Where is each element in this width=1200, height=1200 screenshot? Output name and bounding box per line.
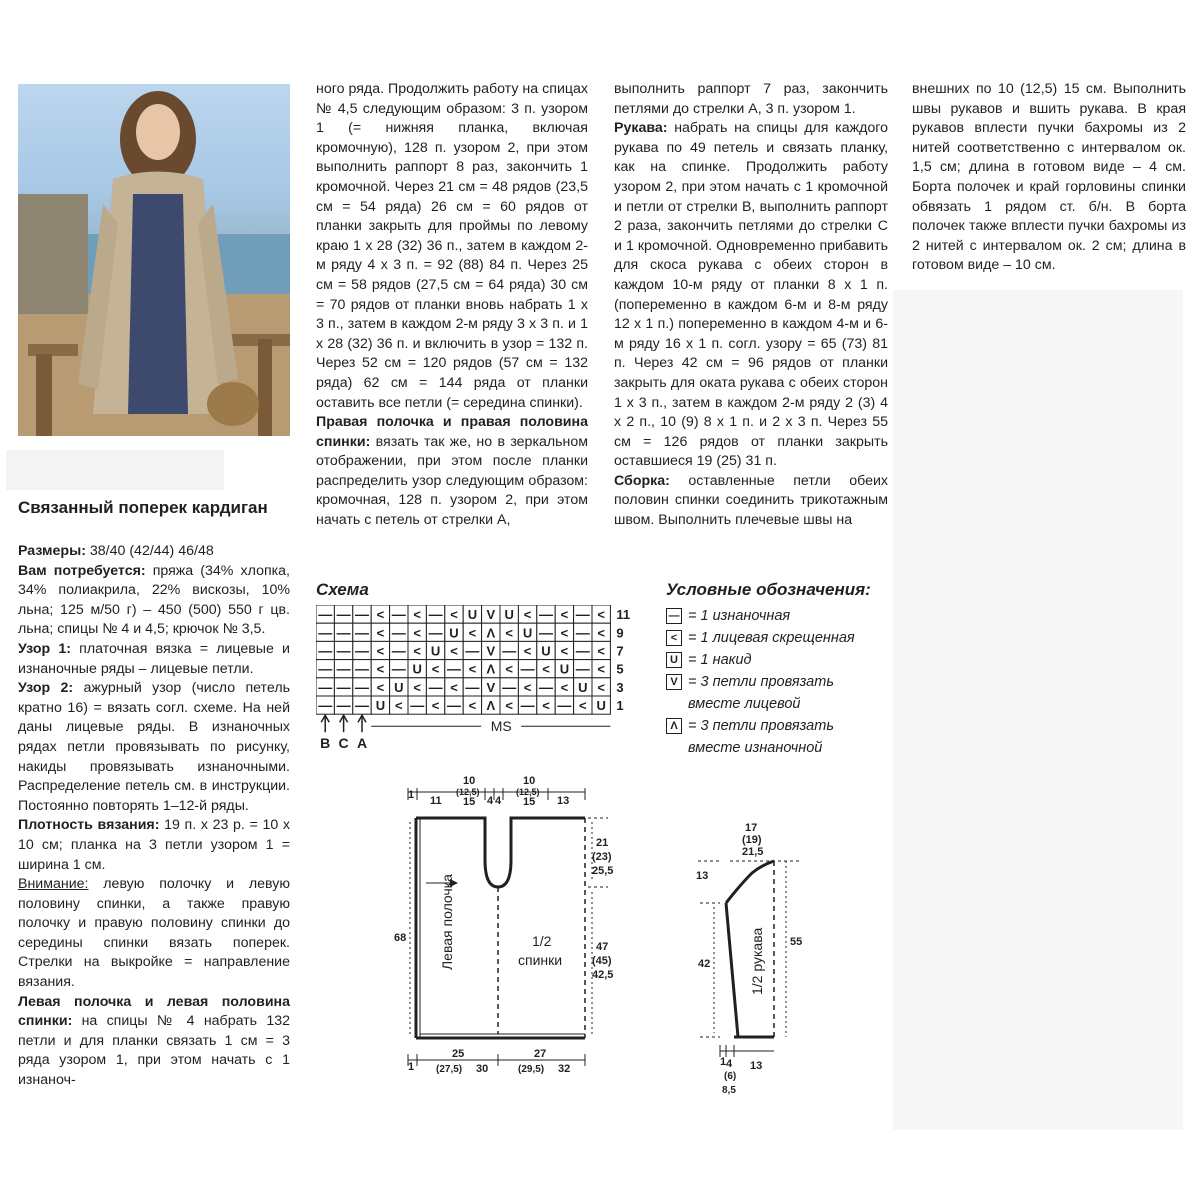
paragraph: Сборка: оставленные петли обеих половин спинки соединить трикотажным швом. Выполнить плечевые швы на [614,472,888,529]
chart-symbol: U [430,643,441,659]
chart-symbol: Λ [486,625,496,641]
svg-text:30: 30 [476,1063,489,1075]
yarn-over-symbol-icon: U [666,652,682,668]
chart-symbol: < [560,625,569,641]
chart-symbol: — [336,660,351,677]
article-title: Связанный поперек кардиган [18,498,268,517]
legend-item: U = 1 накид [666,649,868,671]
chart-symbol: — [539,624,553,641]
chart-symbol: < [597,679,605,695]
chart-symbol: — [355,624,369,641]
chart-symbol: — [336,642,351,659]
chart-symbol: — [465,678,480,695]
chart-symbol: < [542,698,550,714]
arrow-label: B [320,735,331,752]
chart-symbol: < [560,607,569,623]
svg-text:(27,5): (27,5) [436,1064,463,1075]
chart-symbol: — [318,606,333,623]
chart-symbol: — [391,624,406,641]
chart-symbol: < [431,698,440,714]
text-column-2 [316,80,588,531]
chart-symbol: — [355,678,369,695]
chart-symbol: < [523,643,532,659]
chart-symbol: < [376,661,385,677]
rapport-label: MS [490,718,512,735]
chart-symbol: U [559,661,570,677]
chart-symbol: < [376,679,385,695]
svg-text:13: 13 [696,870,709,882]
paragraph: Внимание: левую полочку и левую половину спинки, а также правую полочку и правую половину спинки до середины спинки вязать поперек. Стрелки на выкройке = направление вязания. [18,876,290,991]
chart-symbol: — [391,642,406,659]
paragraph: Левая полочка и левая половина спинки: на спицы № 4 набрать 132 петли и для планки связать 1 см = 3 ряда узором 1, при этом начать с 1 изнаноч- [18,993,290,1089]
legend-item: < = 1 лицевая скрещенная [666,627,868,649]
chart-symbol: < [560,643,569,659]
svg-text:(23): (23) [592,851,612,863]
paragraph: выполнить раппорт 7 раз, закончить петлями до стрелки А, 3 п. узором 1. [614,81,888,117]
chart-symbol: — [520,660,535,677]
chart-symbol: — [428,678,443,695]
legend-item: — = 1 изнаночная [666,605,868,627]
crossed-knit-symbol-icon: < [666,630,682,646]
caption-strip [6,450,224,490]
chart-symbol: V [486,607,496,623]
svg-text:1: 1 [408,789,415,801]
chart-symbol: V [486,679,496,695]
chart-symbol: < [468,625,477,641]
cardigan-photo [18,84,290,436]
svg-text:4: 4 [495,795,502,807]
svg-text:13: 13 [557,795,570,807]
chart-symbol: < [413,679,421,695]
svg-text:47: 47 [596,941,609,953]
chart-symbol: — [355,697,369,714]
svg-text:42: 42 [698,958,711,970]
chart-symbol: < [413,643,421,659]
svg-text:1: 1 [408,1061,415,1073]
paragraph: Узор 1: платочная вязка = лицевые и изнаночные ряды – лицевые петли. [18,640,290,677]
svg-text:17: 17 [745,822,758,834]
chart-symbol: U [541,643,551,659]
chart-symbol: < [505,625,513,641]
sleeve-pattern-diagram [690,815,830,1105]
legend-title: Условные обозначения: [666,580,871,599]
text-column-4 [912,80,1186,276]
chart-symbol: Λ [486,698,496,714]
svg-text:11: 11 [430,795,442,807]
arrow-label: A [356,735,368,752]
svg-text:1/2 рукава: 1/2 рукава [749,927,765,995]
chart-symbol: < [468,661,477,677]
text-column-3 [614,80,888,531]
paragraph: внешних по 10 (12,5) 15 см. Выполнить швы рукавов и вшить рукава. В края рукавов вплести пучки бахромы из 2 нитей соответственно с интервалом ок. 1,5 см; длина в готовом виде – 4 см. Борта полочек и край горловины спинки обвязать 1 рядом ст. б/н. В борта полочек также вплести пучки бахромы из 2 нитей с интервалом ок. 2 см; длина в готовом виде – 10 см. [912,81,1186,274]
paragraph: Рукава: набрать на спицы для каждого рукава по 49 петель и связать планку, как на спинке. Продолжить работу узором 2, при этом начать с 1 кромочной и петли от стрелки В, выполнить раппорт 2 раза, закончить петлями до стрелки С и 1 кромочной. Одновременно прибавить для скоса рукава с обеих сторон в каждом 10-м ряду от планки 8 х 1 п. (попеременно в каждом 6-м и 8-м ряду 12 х 1 п.) попеременно в каждом 4-м и 6-м ряду 16 х 1 п. согл. узору = 65 (73) 81 п. Через 42 см = 96 рядов от планки закрыть для оката рукава с обеих сторон 1 х 3 п., затем в каждом 2-м ряду 2 (3) 4 х 2 п., 10 (9) 8 х 1 п. и 2 х 3 п. Через 55 см = 126 рядов от планки закрыть оставшиеся 19 (25) 31 п. [614,120,888,470]
chart-symbol: Λ [486,661,496,677]
legend-item: V = 3 петли провязать вместе лицевой [666,671,868,715]
chart-symbol: < [597,643,605,659]
chart-symbol: U [412,661,422,677]
chart-symbol: — [575,660,590,677]
chart-symbol: U [522,625,533,641]
chart-symbol: < [523,607,532,623]
chart-symbol: — [410,697,425,714]
chart-symbol: U [449,625,459,641]
chart-symbol: < [468,698,477,714]
chart-symbol: < [413,625,421,641]
chart-symbol: < [579,698,587,714]
chart-symbol: — [318,697,333,714]
chart-symbol: < [395,698,403,714]
svg-text:(29,5): (29,5) [518,1064,545,1075]
p3tog-symbol-icon: Λ [666,718,682,734]
chart-symbol: — [539,678,553,695]
svg-text:10: 10 [523,775,536,787]
svg-text:68: 68 [394,932,407,944]
row-number: 11 [616,607,631,623]
svg-text:Левая полочка: Левая полочка [439,874,455,970]
chart-symbol: < [597,661,605,677]
svg-text:10: 10 [463,775,476,787]
body-pattern-diagram [380,770,630,1080]
svg-text:(6): (6) [724,1071,737,1082]
paragraph: Узор 2: ажурный узор (число петель кратно 16) = вязать согл. схеме. На ней даны лицевые ряды. В изнаночных рядах петли провязывать по рисунку, накиды провязывать изнаночными. Распределение петель см. в инструкции. Постоянно повторять 1–12-й ряды. [18,680,290,814]
arrow-label: C [338,735,349,752]
chart-symbol: < [431,661,440,677]
chart-symbol: U [375,698,386,714]
svg-text:(19): (19) [742,834,762,846]
svg-text:27: 27 [534,1048,547,1060]
paragraph: ного ряда. Продолжить работу на спицах № 4,5 следующим образом: 3 п. узором 1 (= нижняя планка, включая кромочную), 128 п. узором 2, при этом выполнить раппорт 8 раз, закончить 1 кромочной. Через 21 см = 48 рядов (23,5 см = 54 ряда) 26 см = 60 рядов от планки закрыть для проймы по левому краю 1 х 28 (32) 36 п., затем в каждом 2-м ряду 4 х 3 п. = 92 (88) 84 п. Через 25 см = 58 рядов (27,5 см = 64 ряда) 30 см = 70 рядов от планки вновь набрать 1 х 3 п., затем в каждом 2-м ряду 3 х 3 п. и 1 х 28 (32) 36 п. и включить в узор = 132 п. Через 52 см = 120 рядов (57 см = 132 ряда) 62 см = 144 ряда от планки оставить все петли (= середина спинки). [316,81,588,411]
purl-symbol-icon: — [666,608,682,624]
svg-text:21,5: 21,5 [742,846,764,858]
svg-text:25: 25 [452,1048,465,1060]
text-column-1 [18,542,290,1091]
chart-symbol: — [391,606,406,623]
paragraph: Правая полочка и правая половина спинки: вязать так же, но в зеркальном отображении, при этом после планки распределить узор следующим образом: кромочная, 128 п. узором 2, при этом начать с петель от стрелки А, [316,414,588,529]
chart-symbol: < [450,679,458,695]
paragraph: Плотность вязания: 19 п. х 23 р. = 10 х 10 см; планка на 3 петли узором 1 = ширина 1 см. [18,817,290,873]
chart-symbol: < [542,661,550,677]
svg-text:13: 13 [750,1060,763,1072]
chart-symbol: — [336,678,351,695]
chart-symbol: < [376,607,385,623]
chart-symbol: V [486,643,496,659]
chart-symbol: U [467,607,478,623]
row-number: 5 [616,661,624,677]
chart-symbol: < [505,661,513,677]
chart-symbol: — [355,606,369,623]
chart-symbol: — [465,642,480,659]
chart-symbol: — [502,678,517,695]
svg-text:(12,5): (12,5) [456,787,480,797]
chart-symbol: < [560,679,569,695]
svg-text:42,5: 42,5 [592,969,614,981]
row-number: 9 [616,625,624,641]
model-illustration [18,84,290,436]
chart-symbol: — [318,624,333,641]
legend-item: Λ = 3 петли провязать вместе изнаночной [666,715,868,759]
chart-symbol: — [428,624,443,641]
chart-symbol: — [539,606,553,623]
svg-text:32: 32 [558,1063,571,1075]
chart-symbol: — [502,642,517,659]
chart-symbol: — [575,642,590,659]
row-number: 1 [616,698,624,714]
chart-symbol: — [447,697,461,714]
chart-symbol: < [523,679,532,695]
chart-symbol: — [575,606,590,623]
chart-symbol: — [318,642,333,659]
k3tog-symbol-icon: V [666,674,682,690]
chart-symbol: — [520,697,535,714]
svg-text:55: 55 [790,936,803,948]
legend [666,605,868,759]
chart-symbol: — [355,660,369,677]
paragraph: Размеры: 38/40 (42/44) 46/48 [18,543,214,559]
chart-title: Схема [316,580,369,599]
svg-text:1/2: 1/2 [532,933,552,949]
chart-grid [316,605,646,765]
chart-symbol: — [355,642,369,659]
row-number: 7 [616,643,624,659]
chart-symbol: U [504,607,514,623]
chart-symbol: < [376,643,385,659]
chart-symbol: — [336,624,351,641]
svg-text:15: 15 [463,796,476,808]
sidebar-background [893,290,1183,1130]
chart-symbol: < [450,643,458,659]
chart-symbol: < [597,625,605,641]
paragraph: Вам потребуется: пряжа (34% хлопка, 34% полиакрила, 22% вискозы, 10% льна; 125 м/50 г) – 450 (500) 550 г цв. льна; спицы № 4 и 4,5; крючок № 3,5. [18,562,290,638]
chart-symbol: — [336,697,351,714]
chart-symbol: — [557,697,572,714]
svg-text:4: 4 [726,1058,733,1070]
chart-symbol: < [450,607,458,623]
svg-text:(12,5): (12,5) [516,787,540,797]
svg-text:спинки: спинки [518,952,563,968]
chart-symbol: < [505,698,513,714]
chart-symbol: — [391,660,406,677]
knitting-chart [316,605,646,770]
svg-text:1: 1 [720,1056,727,1068]
chart-symbol: — [447,660,461,677]
chart-symbol: U [394,679,404,695]
svg-text:(45): (45) [592,955,612,967]
chart-symbol: U [596,698,606,714]
chart-symbol: — [318,678,333,695]
chart-symbol: — [318,660,333,677]
row-number: 3 [616,679,624,695]
chart-symbol: — [336,606,351,623]
svg-text:4: 4 [487,795,494,807]
chart-symbol: — [428,606,443,623]
svg-text:8,5: 8,5 [722,1085,736,1096]
svg-text:15: 15 [523,796,536,808]
chart-symbol: < [376,625,385,641]
chart-symbol: < [597,607,605,623]
svg-text:25,5: 25,5 [592,865,614,877]
chart-symbol: — [575,624,590,641]
svg-text:21: 21 [596,837,609,849]
chart-symbol: < [413,607,421,623]
chart-symbol: U [578,679,588,695]
